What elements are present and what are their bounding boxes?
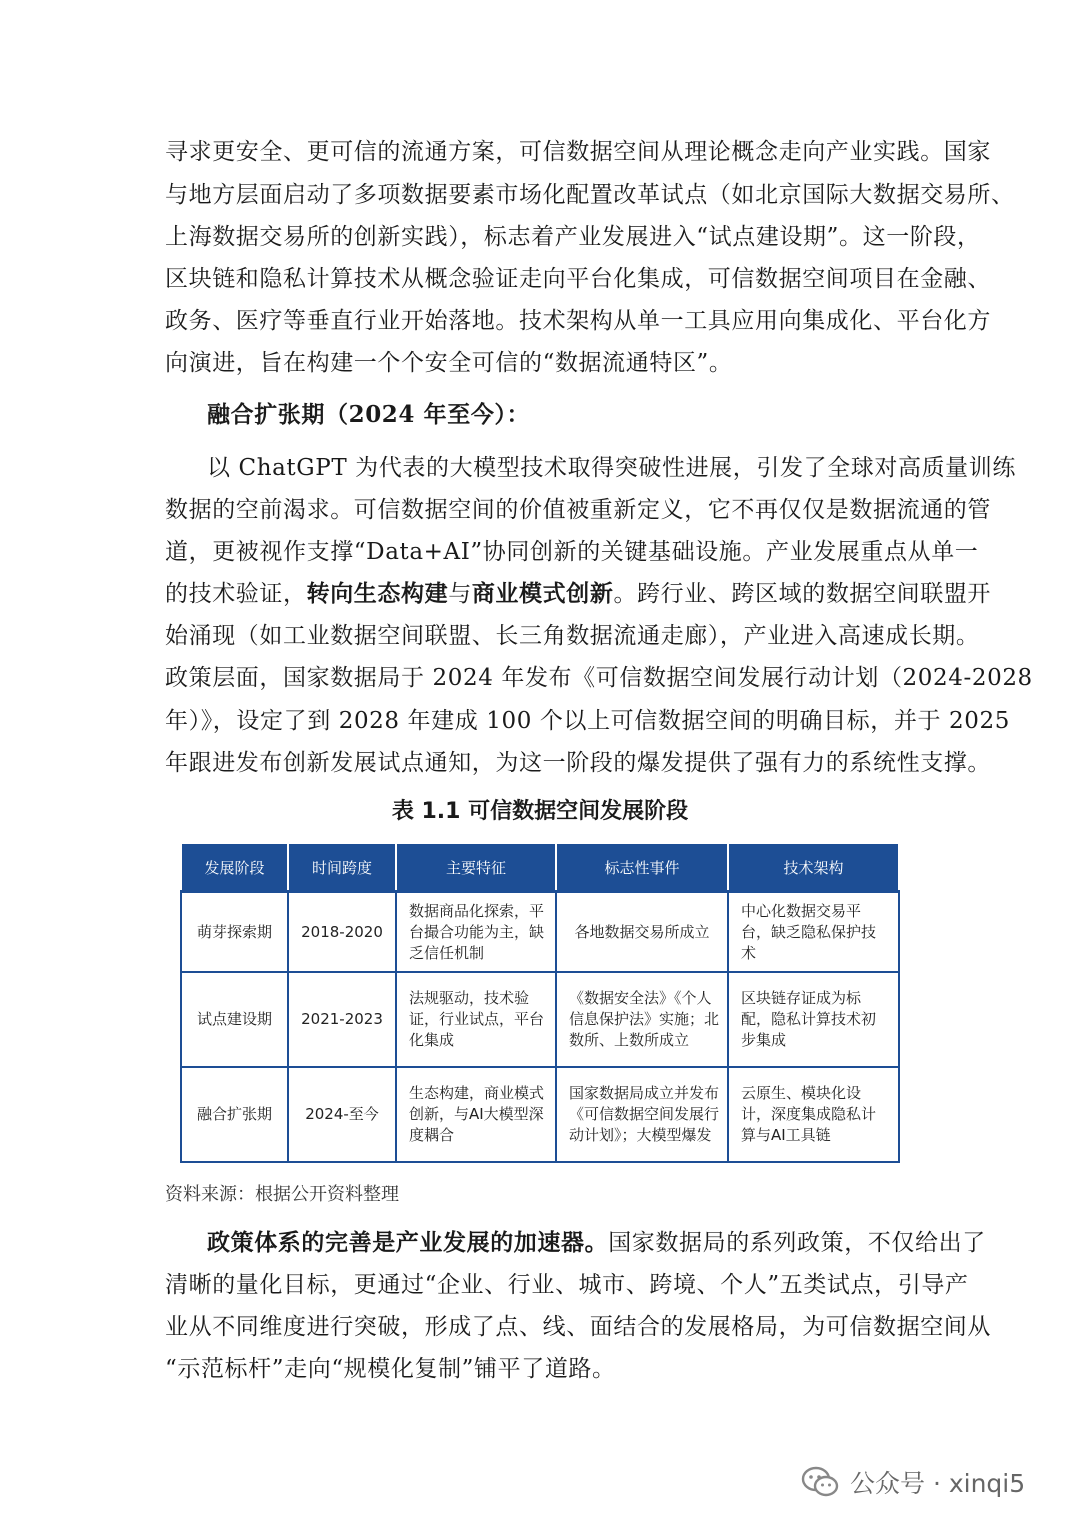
header-events: 标志性事件 (556, 843, 728, 892)
table-row (181, 1067, 899, 1162)
table-header-row (181, 843, 899, 892)
paragraph2-line4-post: 。跨行业、跨区域的数据空间联盟开 (613, 581, 992, 607)
paragraph3-line2: 清晰的量化目标，更通过“企业、行业、城市、跨境、个人”五类试点，引导产 (165, 1272, 969, 1298)
paragraph1-line5: 政务、医疗等垂直行业开始落地。技术架构从单一工具应用向集成化、平台化方 (165, 308, 991, 334)
cell-architecture: 中心化数据交易平台，缺乏隐私保护技术 (728, 892, 899, 973)
paragraph2-emphasis-ecosystem: 转向生态构建 (306, 580, 449, 607)
table-row (181, 972, 899, 1067)
cell-period: 2021-2023 (288, 972, 396, 1067)
paragraph3-line1-rest: 国家数据局的系列政策，不仅给出了 (608, 1230, 986, 1256)
cell-stage: 试点建设期 (181, 972, 288, 1067)
paragraph2-line5: 始涌现（如工业数据空间联盟、长三角数据流通走廊），产业进入高速成长期。 (165, 623, 980, 649)
paragraph1-line3: 上海数据交易所的创新实践），标志着产业发展进入“试点建设期”。这一阶段， (165, 224, 981, 250)
paragraph1-line6: 向演进，旨在构建一个个安全可信的“数据流通特区”。 (165, 350, 733, 376)
header-architecture: 技术架构 (728, 843, 899, 892)
cell-period: 2018-2020 (288, 892, 396, 973)
cell-stage: 萌芽探索期 (181, 892, 288, 973)
wechat-watermark (800, 1462, 1025, 1502)
header-stage: 发展阶段 (181, 843, 288, 892)
cell-events: 各地数据交易所成立 (556, 892, 728, 973)
paragraph2-line6: 政策层面，国家数据局于 2024 年发布《可信数据空间发展行动计划（2024-2028 (165, 665, 1033, 691)
paragraph2-emphasis-business: 商业模式创新 (471, 580, 614, 607)
paragraph3-line4: “示范标杆”走向“规模化复制”铺平了道路。 (165, 1356, 616, 1382)
table-source-note: 资料来源：根据公开资料整理 (165, 1184, 399, 1205)
cell-architecture: 云原生、模块化设计，深度集成隐私计算与AI工具链 (728, 1067, 899, 1162)
cell-stage: 融合扩张期 (181, 1067, 288, 1162)
paragraph2-line3: 道，更被视作支撑“Data+AI”协同创新的关键基础设施。产业发展重点从单一 (165, 539, 979, 565)
header-period: 时间跨度 (288, 843, 396, 892)
cell-events: 《数据安全法》《个人信息保护法》实施；北数所、上数所成立 (556, 972, 728, 1067)
watermark-text: 公众号 · xinqi5 (850, 1469, 1026, 1498)
paragraph1-line1: 寻求更安全、更可信的流通方案，可信数据空间从理论概念走向产业实践。国家 (165, 139, 991, 165)
paragraph2-line1: 以 ChatGPT 为代表的大模型技术取得突破性进展，引发了全球对高质量训练 (207, 455, 1016, 481)
wechat-icon (800, 1465, 840, 1499)
paragraph1-line2: 与地方层面启动了多项数据要素市场化配置改革试点（如北京国际大数据交易所、 (165, 182, 1015, 208)
cell-events: 国家数据局成立并发布《可信数据空间发展行动计划》；大模型爆发 (556, 1067, 728, 1162)
paragraph3-emphasis: 政策体系的完善是产业发展的加速器。 (207, 1229, 609, 1256)
cell-features: 生态构建，商业模式创新，与AI大模型深度耦合 (396, 1067, 556, 1162)
paragraph2-line4-mid: 与 (448, 581, 472, 607)
paragraph2-line4-pre: 的技术验证， (165, 581, 307, 607)
development-stages-table (180, 842, 900, 1163)
table-row (181, 892, 899, 973)
paragraph2-line4 (165, 579, 992, 609)
cell-features: 数据商品化探索，平台撮合功能为主，缺乏信任机制 (396, 892, 556, 973)
table-caption: 表 1.1 可信数据空间发展阶段 (391, 799, 689, 824)
cell-period: 2024-至今 (288, 1067, 396, 1162)
section-heading: 融合扩张期（2024 年至今）： (207, 401, 531, 428)
paragraph2-line2: 数据的空前渴求。可信数据空间的价值被重新定义，它不再仅仅是数据流通的管 (165, 497, 991, 523)
paragraph3-line1 (207, 1228, 986, 1258)
paragraph2-line7: 年）》，设定了到 2028 年建成 100 个以上可信数据空间的明确目标，并于 2025 (165, 708, 1010, 734)
header-features: 主要特征 (396, 843, 556, 892)
paragraph3-line3: 业从不同维度进行突破，形成了点、线、面结合的发展格局，为可信数据空间从 (165, 1314, 991, 1340)
cell-architecture: 区块链存证成为标配，隐私计算技术初步集成 (728, 972, 899, 1067)
paragraph2-line8: 年跟进发布创新发展试点通知，为这一阶段的爆发提供了强有力的系统性支撑。 (165, 750, 991, 776)
cell-features: 法规驱动，技术验证，行业试点，平台化集成 (396, 972, 556, 1067)
paragraph1-line4: 区块链和隐私计算技术从概念验证走向平台化集成，可信数据空间项目在金融、 (165, 266, 991, 292)
